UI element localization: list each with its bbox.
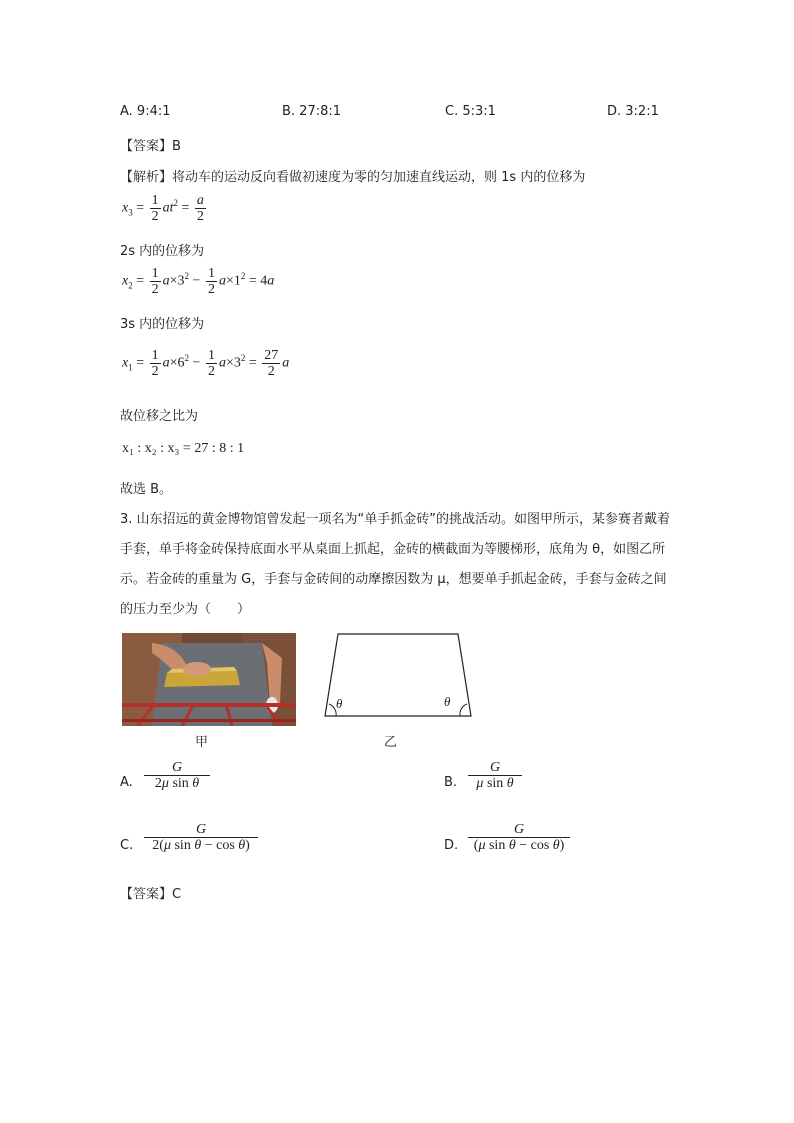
angle-left-label: θ (336, 696, 343, 711)
eq-x2: $x_2$ = $\frac{1}{2}$ $a\times 3^2$ − $\frac{1}{2}$ $a\times 1^2 = 4a$ (122, 266, 275, 297)
line-2s: 2s 内的位移为 (120, 244, 205, 259)
answer-3: 【答案】C (120, 887, 182, 902)
choice-d-expr: $\frac{G}{\text{(μ sin θ − cos θ)}}$ (466, 822, 572, 853)
choice-c-label: C. (120, 838, 134, 853)
choice-b-label: B. (444, 775, 458, 790)
eq-x1: $x_1$ = $\frac{1}{2}$ $a\times 6^2$ − $\frac{1}{2}$ $a\times 3^2$ = $\frac{27}{2}$ a (122, 348, 290, 379)
photo-gold-brick-challenge (122, 633, 296, 726)
option-d: D. 3:2:1 (607, 104, 659, 119)
option-c: C. 5:3:1 (445, 104, 496, 119)
analysis-label: 【解析】 (120, 170, 173, 185)
conclusion: 故选 B。 (120, 482, 173, 497)
trapezoid-diagram (320, 630, 476, 722)
analysis-intro (120, 166, 585, 185)
choice-a-label: A. (120, 775, 133, 790)
choice-a-expr: $\frac{G}{\text{2μ sin θ}}$ (142, 760, 212, 791)
choice-d-label: D. (444, 838, 459, 853)
choice-b-expr: $\frac{G}{\text{μ sin θ}}$ (466, 760, 524, 791)
ratio-text: 故位移之比为 (120, 409, 199, 424)
option-a: A. 9:4:1 (120, 104, 171, 119)
option-b: B. 27:8:1 (282, 104, 342, 119)
line-3s: 3s 内的位移为 (120, 317, 205, 332)
question-3-text: 3. 山东招远的黄金博物馆曾发起一项名为“单手抓金砖”的挑战活动。如图甲所示，某参赛者戴着手套，单手将金砖保持底面水平从桌面上抓起，金砖的横截面为等腰梯形，底角为 θ，如图乙所示。若金砖的重量为 G，手套与金砖间的动摩擦因数为 μ，想要单手抓起金砖，手套与金砖之间的压力至少为（ ） (120, 512, 671, 617)
choice-c-expr: $\frac{G}{\text{2(μ sin θ − cos θ)}}$ (142, 822, 260, 853)
analysis-text: 将动车的运动反向看做初速度为零的匀加速直线运动，则 1s 内的位移为 (172, 170, 586, 185)
ratio-eq: x₁ : x₂ : x₃ = 27 : 8 : 1 (122, 441, 245, 456)
angle-right-label: θ (444, 694, 451, 709)
answer-1: 【答案】B (120, 139, 181, 154)
figure-a-label: 甲 (195, 735, 209, 750)
figure-b-label: 乙 (384, 735, 398, 750)
eq-x3: $x_3$ = $\frac{1}{2}$ $at^2$ = $\frac{a}{2}$ (122, 193, 204, 224)
